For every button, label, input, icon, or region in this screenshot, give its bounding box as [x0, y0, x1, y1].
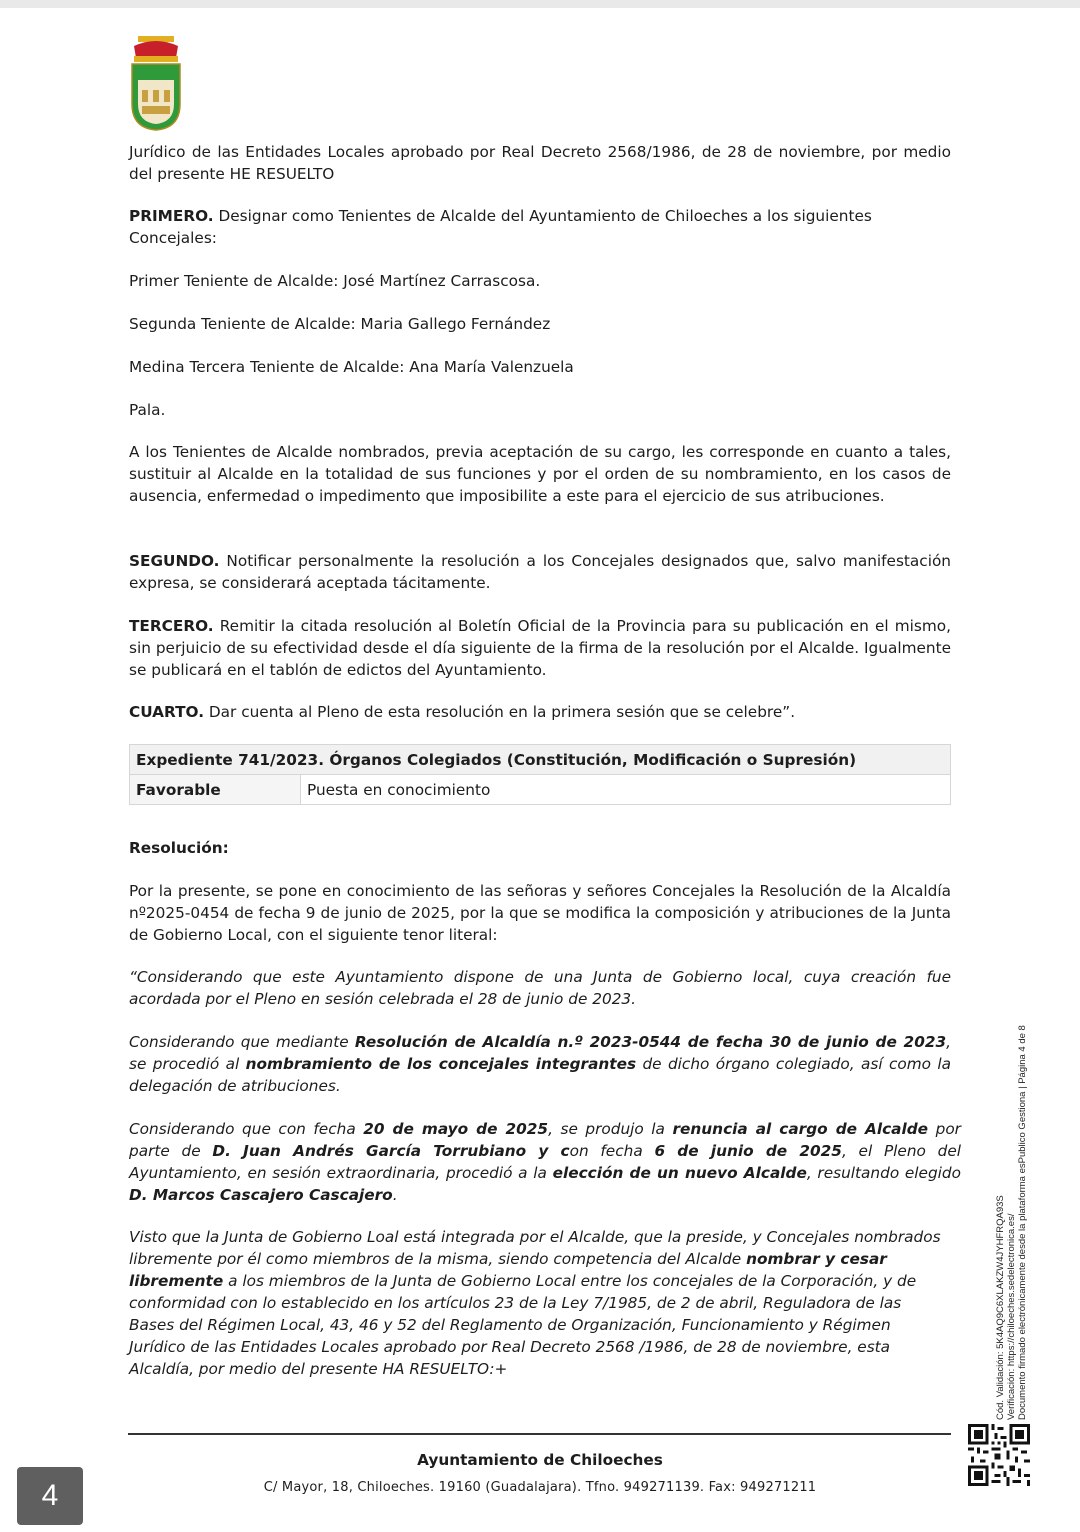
q3-bold-nuevo-alcalde: D. Marcos Cascajero Cascajero — [129, 1186, 393, 1204]
quote-paragraph-1: “Considerando que este Ayuntamiento dispone de una Junta de Gobierno local, cuya creación fue acordada por el Pleno en sesión celebrada el 28 de junio de 2023. — [129, 968, 951, 1008]
expediente-table — [129, 744, 951, 805]
cuarto-paragraph — [129, 701, 951, 723]
q3-text-e: por parte de — [129, 1120, 961, 1160]
presente-paragraph: Por la presente, se pone en conocimiento de las señoras y señores Concejales la Resolución de la Alcaldía nº2025-0454 de fecha 9 de junio de 2025, por la que se modifica la composición y atribuciones de la Junta de Gobierno Local, con el siguiente tenor literal: — [129, 882, 951, 944]
resolucion-heading-text: Resolución: — [129, 839, 229, 857]
segundo-label: SEGUNDO. — [129, 552, 220, 570]
q4-text-a: Visto que la Junta de Gobierno Loal está integrada por el Alcalde, que la preside, y Concejales nombrados libremente por él como miembros de la misma, siendo competencia del Alcalde — [129, 1228, 941, 1268]
verification-url: Verificación: https://chiloeches.sedelectronica.es/ — [1006, 1213, 1017, 1420]
q2-text-a: Considerando que mediante — [129, 1033, 355, 1051]
quote-paragraph-4 — [129, 1226, 947, 1380]
signature-note: Documento firmado electrónicamente desde la plataforma esPublico Gestiona | Página 4 de 8 — [1017, 1025, 1028, 1420]
page-number-button[interactable]: 4 — [17, 1467, 83, 1525]
expediente-value: Puesta en conocimiento — [301, 775, 951, 805]
q3-text-k: , resultando elegido — [806, 1164, 961, 1182]
teniente-1: Primer Teniente de Alcalde: José Martínez Carrascosa. — [129, 272, 541, 290]
q2-bold-resolucion: Resolución de Alcaldía n.º 2023-0544 de fecha 30 de junio de 2023 — [354, 1033, 947, 1051]
segundo-paragraph — [129, 550, 951, 594]
teniente-2: Segunda Teniente de Alcalde: Maria Gallego Fernández — [129, 315, 551, 333]
q2-text-c: , se procedió al — [129, 1033, 952, 1073]
expediente-row — [130, 775, 951, 805]
tenientes-paragraph: A los Tenientes de Alcalde nombrados, previa aceptación de su cargo, les corresponde en cuanto a tales, sustituir al Alcalde en la totalidad de sus funciones y por el orden de su nombramiento, en los casos de ausencia, enfermedad o impedimento que imposibilite a este para el ejercicio de sus atribuciones. — [129, 443, 951, 505]
q3-text-m: . — [392, 1186, 398, 1204]
cuarto-text: Dar cuenta al Pleno de esta resolución en la primera sesión que se celebre”. — [204, 703, 796, 721]
footer-organization: Ayuntamiento de Chiloeches — [417, 1451, 663, 1469]
q2-text-e: de dicho órgano colegiado, así como la delegación de atribuciones. — [129, 1055, 951, 1095]
q3-bold-fecha-pleno: 6 de junio de 2025 — [654, 1142, 842, 1160]
quote-paragraph-2 — [129, 1031, 951, 1097]
q2-bold-nombramiento: nombramiento de los concejales integrantes — [245, 1055, 637, 1073]
q3-text-i: , el Pleno del Ayuntamiento, en sesión extraordinaria, procedió a la — [129, 1142, 962, 1182]
segundo-text: Notificar personalmente la resolución a los Concejales designados que, salvo manifestación expresa, se considerará aceptada tácitamente. — [129, 552, 951, 592]
q3-bold-eleccion: elección de un nuevo Alcalde — [552, 1164, 807, 1182]
qr-code-icon — [968, 1424, 1030, 1486]
primero-text: Designar como Tenientes de Alcalde del Ayuntamiento de Chiloeches a los siguientes Concejales: — [129, 207, 872, 247]
teniente-3: Medina Tercera Teniente de Alcalde: Ana María Valenzuela — [129, 358, 574, 376]
resolucion-heading — [129, 837, 951, 859]
primero-paragraph — [129, 205, 951, 249]
q4-bold-nombrar: nombrar y cesar libremente — [129, 1250, 887, 1290]
footer-divider — [128, 1433, 951, 1435]
pala-line: Pala. — [129, 401, 166, 419]
intro-paragraph: Jurídico de las Entidades Locales aprobado por Real Decreto 2568/1986, de 28 de noviembre, por medio del presente HE RESUELTO — [129, 143, 951, 183]
tercero-label: TERCERO. — [129, 617, 214, 635]
validation-code: Cód. Validación: 5K4AQ9C6XLAKZW4JYHFRQA93S — [995, 1195, 1006, 1420]
tercero-paragraph — [129, 615, 951, 681]
footer-address: C/ Mayor, 18, Chiloeches. 19160 (Guadalajara). Tfno. 949271139. Fax: 949271211 — [263, 1480, 817, 1495]
q3-bold-fecha: 20 de mayo de 2025 — [363, 1120, 549, 1138]
cuarto-label: CUARTO. — [129, 703, 205, 721]
expediente-label: Favorable — [130, 775, 301, 805]
tercero-text: Remitir la citada resolución al Boletín Oficial de la Provincia para su publicación en el mismo, sin perjuicio de su efectividad desde el día siguiente de la firma de la resolución por el Alcalde. Igualmente se publicará en el tablón de edictos del Ayuntamiento. — [129, 617, 951, 679]
top-bar — [0, 0, 1080, 8]
q3-bold-renuncia: renuncia al cargo de Alcalde — [672, 1120, 929, 1138]
q4-text-c: a los miembros de la Junta de Gobierno Local entre los concejales de la Corporación, y de conformidad con lo establecido en los artículos 23 de la Ley 7/1985, de 2 de abril, Reguladora de las Bases del Régimen Local, 43, 46 y 52 del Reglamento de Organización, Funcionamiento y Régimen Jurídico de las Entidades Locales aprobado por Real Decreto 2568 /1986, de 28 de noviembre, esta Alcaldía, por medio del presente HA RESUELTO:+ — [129, 1272, 917, 1378]
q3-text-a: Considerando que con fecha — [129, 1120, 364, 1138]
coat-of-arms-logo — [128, 34, 184, 132]
q3-text-c: , se produjo la — [548, 1120, 673, 1138]
validation-sideband — [995, 960, 1028, 1420]
expediente-header-row — [130, 745, 951, 775]
quote-paragraph-3 — [129, 1118, 961, 1206]
expediente-header: Expediente 741/2023. Órganos Colegiados (Constitución, Modificación o Supresión) — [130, 745, 951, 775]
q3-text-g: on fecha — [569, 1142, 655, 1160]
q3-bold-alcalde-saliente: D. Juan Andrés García Torrubiano y c — [212, 1142, 570, 1160]
primero-label: PRIMERO. — [129, 207, 214, 225]
